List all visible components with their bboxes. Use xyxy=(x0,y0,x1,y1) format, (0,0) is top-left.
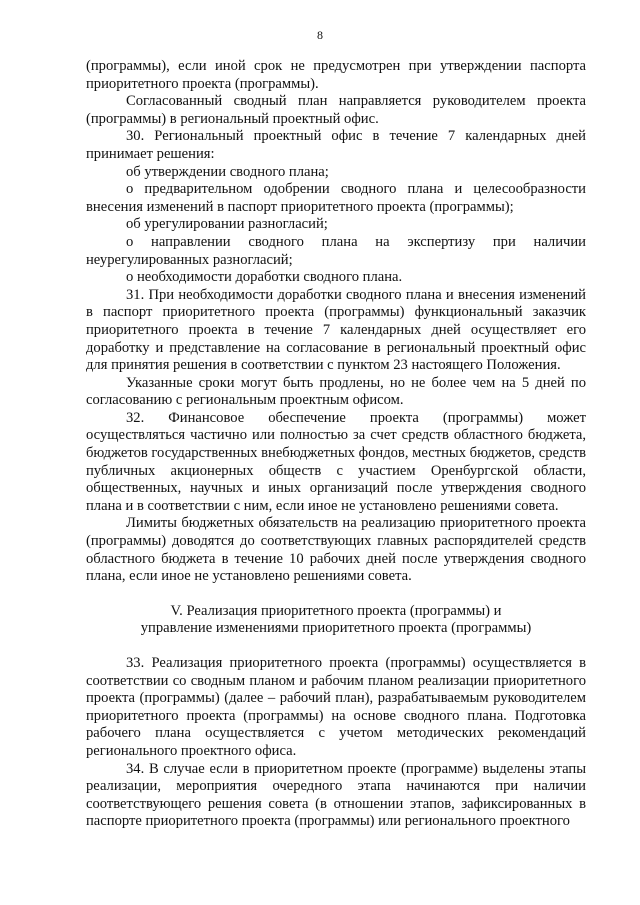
paragraph: Лимиты бюджетных обязательств на реализацию приоритетного проекта (программы) доводятся до соответствующих главных распорядителей средств областного бюджета в течение 10 рабочих дней после утверждения сводного плана, если иное не установлено решениями совета. xyxy=(86,515,586,585)
section-heading-line-1: V. Реализация приоритетного проекта (программы) и xyxy=(170,602,502,619)
document-body xyxy=(86,58,586,831)
paragraph-item-32: 32. Финансовое обеспечение проекта (программы) может осуществляться частично или полностью за счет средств областного бюджета, бюджетов государственных внебюджетных фондов, местных бюджетов, средств публичных акционерных обществ с участием Оренбургской области, общественных, научных и иных организаций после утверждения сводного плана и в соответствии с ним, если иное не установлено решениями совета. xyxy=(86,409,586,514)
list-item: о необходимости доработки сводного плана. xyxy=(126,269,403,286)
section-heading xyxy=(86,603,586,638)
list-item: о направлении сводного плана на экспертизу при наличии неурегулированных разногласий; xyxy=(86,233,586,268)
paragraph-item-30: 30. Региональный проектный офис в течение 7 календарных дней принимает решения: xyxy=(86,128,586,162)
paragraph: Указанные сроки могут быть продлены, но не более чем на 5 дней по согласованию с региональным проектным офисом. xyxy=(86,374,586,409)
paragraph-item-34: 34. В случае если в приоритетном проекте (программе) выделены этапы реализации, мероприятия очередного этапа начинаются при наличии соответствующего решения совета (в отношении этапов, зафиксированных в паспорте приоритетного проекта (программы) или регионального проектного xyxy=(86,760,586,830)
list-item: о предварительном одобрении сводного плана и целесообразности внесения изменений в паспорт приоритетного проекта (программы); xyxy=(86,181,586,215)
paragraph-continuation: (программы), если иной срок не предусмотрен при утверждении паспорта приоритетного проекта (программы). xyxy=(86,58,586,92)
section-heading-line-2: управление изменениями приоритетного проекта (программы) xyxy=(140,620,532,637)
list-item: об урегулировании разногласий; xyxy=(126,216,328,233)
list-item: об утверждении сводного плана; xyxy=(126,163,329,180)
page-number: 8 xyxy=(317,28,323,42)
paragraph-item-31: 31. При необходимости доработки сводного плана и внесения изменений в паспорт приоритетного проекта (программы) функциональный заказчик приоритетного проекта в течение 7 календарных дней осуществляет его доработку и представление на согласование в региональный проектный офис для принятия решения в соответствии с пунктом 23 настоящего Положения. xyxy=(86,286,586,374)
paragraph-item-33: 33. Реализация приоритетного проекта (программы) осуществляется в соответствии со сводным планом и рабочим планом реализации приоритетного проекта (программы) (далее – рабочий план), разрабатываемым руководителем приоритетного проекта (программы) на основе сводного плана. Подготовка рабочего плана осуществляется с учетом методических рекомендаций регионального проектного офиса. xyxy=(86,655,586,759)
paragraph: Согласованный сводный план направляется руководителем проекта (программы) в региональный проектный офис. xyxy=(86,93,586,127)
